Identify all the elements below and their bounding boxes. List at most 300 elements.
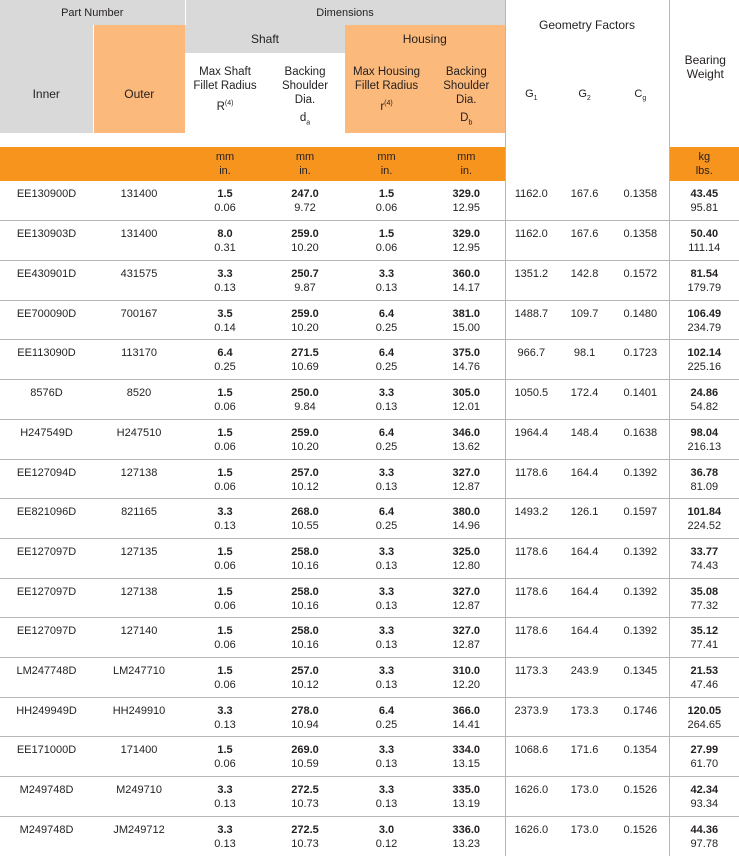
table-row <box>0 459 739 499</box>
outer-part-cell <box>93 459 185 499</box>
weight-cell <box>669 816 739 856</box>
housing-backing-cell <box>428 657 505 697</box>
shaft-fillet-cell <box>185 816 265 856</box>
weight-cell <box>669 737 739 777</box>
shaft-backing-cell <box>265 816 345 856</box>
housing-fillet-value-primary: 3.3 <box>378 625 395 638</box>
weight-value-secondary: 179.79 <box>687 282 722 295</box>
shaft-fillet-value-primary: 8.0 <box>217 228 233 241</box>
weight-cell <box>669 459 739 499</box>
inner-part-number: EE130900D <box>16 188 77 201</box>
outer-part-cell <box>93 737 185 777</box>
inner-part-number: EE821096D <box>16 506 77 519</box>
housing-fillet-value-secondary: 0.13 <box>375 599 398 612</box>
housing-fillet-value-primary: 3.3 <box>378 387 395 400</box>
shaft-backing-value-primary: 259.0 <box>291 307 319 320</box>
outer-part-cell <box>93 697 185 737</box>
housing-fillet-value-primary: 3.3 <box>378 268 395 281</box>
housing-fillet-value-secondary: 0.13 <box>375 401 398 414</box>
shaft-fillet-value-secondary: 0.25 <box>214 361 236 374</box>
cg-cell <box>612 300 669 340</box>
r-housing-symbol-text: r <box>380 100 385 113</box>
outer-part-number: 8520 <box>126 387 152 400</box>
weight-value-primary: 101.84 <box>687 506 722 519</box>
cg-value: 0.1572 <box>623 268 658 281</box>
g1-value: 1178.6 <box>514 545 548 558</box>
g2-value: 173.0 <box>570 784 599 796</box>
weight-value-secondary: 77.41 <box>690 639 719 652</box>
housing-fillet-value-primary: 3.3 <box>378 466 395 479</box>
g2-value: 164.4 <box>570 466 599 479</box>
outer-part-number: 431575 <box>120 268 158 281</box>
unit-in: in. <box>380 165 393 178</box>
shaft-backing-value-primary: 272.5 <box>291 823 319 836</box>
g2-value: 98.1 <box>573 347 596 360</box>
housing-backing-value-primary: 346.0 <box>452 426 481 439</box>
g2-value: 164.4 <box>570 545 599 558</box>
cg-value: 0.1392 <box>623 585 658 598</box>
g2-cell <box>557 538 612 578</box>
shaft-backing-value-secondary: 9.84 <box>294 401 316 414</box>
g1-cell <box>505 221 557 261</box>
r-housing-symbol-sup: (4) <box>384 100 393 107</box>
housing-backing-value-primary: 327.0 <box>452 466 481 479</box>
g1-value: 966.7 <box>517 347 546 360</box>
shaft-fillet-value-secondary: 0.13 <box>214 520 236 533</box>
table-row <box>0 380 739 420</box>
inner-part-number: EE113090D <box>17 347 76 360</box>
housing-fillet-value-secondary: 0.25 <box>375 321 398 334</box>
inner-part-cell <box>0 538 93 578</box>
shaft-backing-cell <box>265 419 345 459</box>
shaft-backing-cell <box>265 340 345 380</box>
housing-backing-cell <box>428 578 505 618</box>
cg-value: 0.1358 <box>623 228 658 241</box>
housing-fillet-value-secondary: 0.13 <box>375 282 398 295</box>
outer-part-cell <box>93 380 185 420</box>
g2-cell <box>557 777 612 817</box>
housing-backing-value-primary: 329.0 <box>452 228 481 241</box>
weight-cell <box>669 419 739 459</box>
weight-value-secondary: 77.32 <box>690 599 719 612</box>
shaft-fillet-cell <box>185 459 265 499</box>
housing-backing-cell <box>428 380 505 420</box>
shaft-fillet-value-primary: 6.4 <box>217 347 233 360</box>
inner-part-cell <box>0 578 93 618</box>
housing-backing-cell <box>428 737 505 777</box>
shaft-fillet-cell <box>185 777 265 817</box>
table-row <box>0 538 739 578</box>
cg-cell <box>612 777 669 817</box>
shaft-backing-cell <box>265 618 345 658</box>
housing-backing-cell <box>428 340 505 380</box>
table-row <box>0 657 739 697</box>
table-row <box>0 578 739 618</box>
dimensions-header: Dimensions <box>185 0 505 25</box>
housing-backing-value-primary: 360.0 <box>452 268 481 281</box>
g1-cell <box>505 380 557 420</box>
shaft-fillet-value-primary: 1.5 <box>217 664 233 677</box>
g1-cell <box>505 657 557 697</box>
housing-backing-cell <box>428 777 505 817</box>
housing-fillet-value-primary: 6.4 <box>378 307 395 320</box>
g2-cell <box>557 221 612 261</box>
housing-fillet-value-primary: 1.5 <box>378 228 395 241</box>
shaft-fillet-cell <box>185 340 265 380</box>
shaft-backing-value-primary: 258.0 <box>291 625 319 638</box>
shaft-fillet-value-primary: 1.5 <box>217 426 233 439</box>
housing-backing-header <box>428 53 505 133</box>
g1-value: 1626.0 <box>514 784 549 796</box>
g2-value: 173.0 <box>570 823 599 836</box>
units-weight <box>669 147 739 181</box>
g1-header <box>505 88 557 102</box>
outer-part-number: 700167 <box>120 307 158 320</box>
outer-part-number: M249710 <box>116 784 162 796</box>
cg-cell <box>612 816 669 856</box>
housing-backing-value-secondary: 15.00 <box>452 321 481 334</box>
housing-fillet-value-primary: 3.3 <box>378 545 395 558</box>
housing-fillet-value-primary: 3.0 <box>378 823 395 836</box>
cg-cell <box>612 499 669 539</box>
shaft-backing-cell <box>265 737 345 777</box>
geometry-factors-header: Geometry Factors <box>505 0 669 133</box>
housing-fillet-cell <box>345 221 428 261</box>
db-symbol-text: D <box>460 112 469 124</box>
inner-part-cell <box>0 221 93 261</box>
shaft-fillet-value-primary: 1.5 <box>217 545 233 558</box>
shaft-backing-cell <box>265 380 345 420</box>
shaft-fillet-value-primary: 1.5 <box>217 585 233 598</box>
weight-value-secondary: 111.14 <box>688 242 721 255</box>
cg-value: 0.1746 <box>623 704 658 717</box>
weight-value-primary: 102.14 <box>687 347 722 360</box>
da-symbol <box>265 111 345 130</box>
table-row <box>0 181 739 221</box>
inner-part-number: EE171000D <box>16 744 77 757</box>
inner-part-number: EE127097D <box>16 585 77 598</box>
shaft-fillet-value-secondary: 0.06 <box>214 202 236 215</box>
inner-part-cell <box>0 777 93 817</box>
outer-part-cell <box>93 777 185 817</box>
shaft-header: Shaft <box>185 25 345 53</box>
g1-cell <box>505 697 557 737</box>
g1-value: 1162.0 <box>514 228 548 241</box>
unit-in: in. <box>299 165 311 178</box>
shaft-backing-value-secondary: 10.94 <box>291 718 319 731</box>
table-row <box>0 300 739 340</box>
table-row <box>0 737 739 777</box>
shaft-backing-value-secondary: 9.87 <box>294 282 316 295</box>
housing-backing-value-secondary: 14.76 <box>452 361 481 374</box>
outer-part-cell <box>93 300 185 340</box>
weight-value-secondary: 264.65 <box>687 718 722 731</box>
shaft-backing-cell <box>265 777 345 817</box>
cg-cell <box>612 657 669 697</box>
weight-value-primary: 36.78 <box>690 466 719 479</box>
g1-cell <box>505 419 557 459</box>
shaft-backing-value-secondary: 10.73 <box>291 798 319 810</box>
housing-backing-cell <box>428 221 505 261</box>
housing-backing-value-secondary: 12.80 <box>452 559 481 572</box>
g2-header <box>557 88 612 102</box>
r-symbol-text: R <box>216 100 225 113</box>
outer-part-cell <box>93 618 185 658</box>
g1-cell <box>505 459 557 499</box>
shaft-backing-value-primary: 257.0 <box>291 466 319 479</box>
unit-mm: mm <box>295 151 315 164</box>
inner-part-cell <box>0 499 93 539</box>
g2-cell <box>557 697 612 737</box>
housing-fillet-value-secondary: 0.13 <box>375 639 398 652</box>
units-r-shaft <box>185 147 265 181</box>
inner-part-number: LM247748D <box>16 664 77 677</box>
inner-part-number: 8576D <box>30 387 63 400</box>
housing-fillet-cell <box>345 499 428 539</box>
g1-cell <box>505 538 557 578</box>
housing-backing-value-secondary: 14.41 <box>452 718 481 731</box>
housing-backing-value-secondary: 14.96 <box>452 520 481 533</box>
db-symbol-sub: b <box>468 119 473 127</box>
shaft-fillet-value-primary: 3.5 <box>217 307 233 320</box>
shaft-backing-value-primary: 258.0 <box>291 585 319 598</box>
housing-backing-value-secondary: 12.01 <box>452 401 481 414</box>
g1-cell <box>505 181 557 221</box>
shaft-backing-cell <box>265 578 345 618</box>
weight-value-secondary: 225.16 <box>687 361 722 374</box>
g2-value: 109.7 <box>570 307 599 320</box>
weight-cell <box>669 380 739 420</box>
table-row <box>0 261 739 301</box>
shaft-fillet-value-primary: 1.5 <box>217 744 233 757</box>
weight-value-secondary: 61.70 <box>690 758 719 771</box>
housing-backing-value-primary: 310.0 <box>452 664 481 677</box>
inner-part-cell <box>0 300 93 340</box>
housing-fillet-cell <box>345 657 428 697</box>
g1-cell <box>505 816 557 856</box>
weight-value-secondary: 97.78 <box>690 837 719 850</box>
housing-backing-value-primary: 325.0 <box>452 545 481 558</box>
max-housing-fillet-header <box>345 53 428 133</box>
table-row <box>0 697 739 737</box>
cg-cell <box>612 538 669 578</box>
outer-part-cell <box>93 261 185 301</box>
inner-part-number: EE127097D <box>16 545 77 558</box>
housing-fillet-value-secondary: 0.13 <box>375 559 398 572</box>
shaft-backing-cell <box>265 261 345 301</box>
outer-part-number: HH249910 <box>112 704 166 717</box>
shaft-fillet-value-primary: 3.3 <box>217 823 233 836</box>
cg-value: 0.1401 <box>623 387 658 400</box>
housing-fillet-value-primary: 3.3 <box>378 585 395 598</box>
weight-value-secondary: 54.82 <box>690 401 719 414</box>
part-number-header: Part Number <box>0 0 185 25</box>
housing-backing-cell <box>428 181 505 221</box>
cg-value: 0.1638 <box>623 426 658 439</box>
g2-value: 142.8 <box>570 268 599 281</box>
shaft-fillet-value-primary: 3.3 <box>217 268 233 281</box>
weight-cell <box>669 261 739 301</box>
weight-value-primary: 43.45 <box>690 188 719 201</box>
g2-cell <box>557 657 612 697</box>
g2-value: 167.6 <box>570 188 599 201</box>
bearing-weight-header: Bearing Weight <box>669 0 739 133</box>
housing-fillet-value-secondary: 0.25 <box>375 520 398 533</box>
weight-value-primary: 35.08 <box>690 585 719 598</box>
cg-sub: g <box>642 95 647 103</box>
shaft-backing-cell <box>265 181 345 221</box>
g1-cell <box>505 618 557 658</box>
shaft-fillet-value-secondary: 0.06 <box>214 401 236 414</box>
cg-value: 0.1526 <box>623 784 658 796</box>
housing-backing-cell <box>428 618 505 658</box>
housing-fillet-cell <box>345 261 428 301</box>
housing-fillet-cell <box>345 777 428 817</box>
g2-cell <box>557 816 612 856</box>
weight-cell <box>669 221 739 261</box>
outer-header: Outer <box>93 25 185 133</box>
outer-part-cell <box>93 419 185 459</box>
shaft-fillet-cell <box>185 618 265 658</box>
weight-value-primary: 44.36 <box>690 823 719 836</box>
housing-fillet-cell <box>345 380 428 420</box>
unit-mm: mm <box>377 151 396 164</box>
shaft-fillet-value-secondary: 0.06 <box>214 559 236 572</box>
shaft-backing-cell <box>265 657 345 697</box>
outer-part-number: 131400 <box>120 228 158 241</box>
shaft-backing-value-secondary: 9.72 <box>294 202 316 215</box>
housing-fillet-cell <box>345 538 428 578</box>
shaft-backing-value-primary: 258.0 <box>291 545 319 558</box>
inner-part-cell <box>0 261 93 301</box>
shaft-fillet-cell <box>185 737 265 777</box>
da-symbol-text: d <box>299 112 307 124</box>
weight-value-primary: 98.04 <box>690 426 719 439</box>
weight-value-primary: 33.77 <box>690 545 719 558</box>
shaft-fillet-value-secondary: 0.14 <box>214 321 236 334</box>
weight-value-primary: 42.34 <box>690 784 719 796</box>
weight-cell <box>669 181 739 221</box>
housing-backing-label: Backing Shoulder Dia. <box>443 66 490 106</box>
g1-cell <box>505 737 557 777</box>
g1-value: 1162.0 <box>514 188 548 201</box>
weight-cell <box>669 618 739 658</box>
outer-part-number: 171400 <box>120 744 158 757</box>
shaft-backing-value-secondary: 10.12 <box>291 678 319 691</box>
housing-backing-value-secondary: 12.95 <box>452 202 481 215</box>
inner-part-number: EE130903D <box>16 228 77 241</box>
shaft-backing-value-secondary: 10.12 <box>291 480 319 493</box>
cg-cell <box>612 261 669 301</box>
housing-backing-cell <box>428 459 505 499</box>
shaft-backing-cell <box>265 697 345 737</box>
outer-part-cell <box>93 181 185 221</box>
housing-backing-cell <box>428 816 505 856</box>
da-symbol-sub: a <box>306 119 311 127</box>
g2-value: 126.1 <box>570 506 599 519</box>
housing-backing-value-secondary: 12.87 <box>452 639 481 652</box>
max-shaft-fillet-header <box>185 53 265 133</box>
housing-header: Housing <box>345 25 505 53</box>
shaft-fillet-value-primary: 3.3 <box>217 704 233 717</box>
shaft-fillet-cell <box>185 380 265 420</box>
weight-value-primary: 21.53 <box>690 664 719 677</box>
unit-in: in. <box>219 165 231 178</box>
g2-value: 164.4 <box>570 585 599 598</box>
g2-cell <box>557 300 612 340</box>
housing-fillet-cell <box>345 181 428 221</box>
table-row <box>0 221 739 261</box>
shaft-fillet-value-primary: 1.5 <box>217 466 233 479</box>
cg-cell <box>612 419 669 459</box>
shaft-fillet-value-primary: 3.3 <box>217 506 233 519</box>
shaft-fillet-value-secondary: 0.06 <box>214 639 236 652</box>
g1-cell <box>505 578 557 618</box>
max-shaft-fillet-label: Max Shaft Fillet Radius <box>193 66 257 92</box>
unit-in: in. <box>460 165 473 178</box>
shaft-backing-value-secondary: 10.16 <box>291 639 319 652</box>
shaft-backing-cell <box>265 459 345 499</box>
inner-part-number: H247549D <box>20 426 73 439</box>
outer-part-cell <box>93 221 185 261</box>
g2-cell <box>557 578 612 618</box>
cg-header <box>612 88 669 102</box>
g1-value: 1173.3 <box>514 664 548 677</box>
g2-value: 172.4 <box>570 387 599 400</box>
shaft-backing-cell <box>265 499 345 539</box>
shaft-backing-value-secondary: 10.55 <box>291 520 319 533</box>
housing-fillet-value-primary: 6.4 <box>378 506 395 519</box>
weight-value-secondary: 95.81 <box>690 202 719 215</box>
weight-value-primary: 50.40 <box>690 228 719 241</box>
shaft-fillet-cell <box>185 300 265 340</box>
shaft-backing-value-secondary: 10.20 <box>291 321 319 334</box>
inner-part-cell <box>0 419 93 459</box>
outer-part-number: 131400 <box>120 188 158 201</box>
housing-fillet-value-primary: 3.3 <box>378 784 395 796</box>
housing-fillet-value-secondary: 0.12 <box>375 837 398 850</box>
g1-cell <box>505 300 557 340</box>
g2-cell <box>557 261 612 301</box>
max-housing-fillet-label: Max Housing Fillet Radius <box>352 66 421 92</box>
housing-fillet-cell <box>345 737 428 777</box>
cg-cell <box>612 380 669 420</box>
outer-part-number: LM247710 <box>113 664 165 677</box>
housing-fillet-value-primary: 6.4 <box>378 704 395 717</box>
cg-cell <box>612 618 669 658</box>
inner-part-cell <box>0 181 93 221</box>
inner-part-number: EE430901D <box>16 268 77 281</box>
cg-cell <box>612 221 669 261</box>
housing-backing-value-primary: 327.0 <box>452 585 481 598</box>
housing-fillet-value-secondary: 0.06 <box>375 202 398 215</box>
outer-part-number: 127138 <box>120 466 158 479</box>
housing-backing-cell <box>428 419 505 459</box>
g1-cell <box>505 777 557 817</box>
shaft-backing-value-primary: 247.0 <box>291 188 319 201</box>
weight-value-secondary: 216.13 <box>687 440 722 453</box>
bearing-rows <box>0 181 739 856</box>
outer-part-number: JM249712 <box>113 823 165 836</box>
shaft-fillet-value-secondary: 0.13 <box>214 282 236 295</box>
housing-backing-value-primary: 335.0 <box>452 784 481 796</box>
g1-cell <box>505 499 557 539</box>
g2-cell <box>557 459 612 499</box>
weight-cell <box>669 300 739 340</box>
g1-value: 2373.9 <box>514 704 549 717</box>
housing-fillet-value-secondary: 0.25 <box>375 361 398 374</box>
shaft-fillet-value-secondary: 0.06 <box>214 758 236 771</box>
